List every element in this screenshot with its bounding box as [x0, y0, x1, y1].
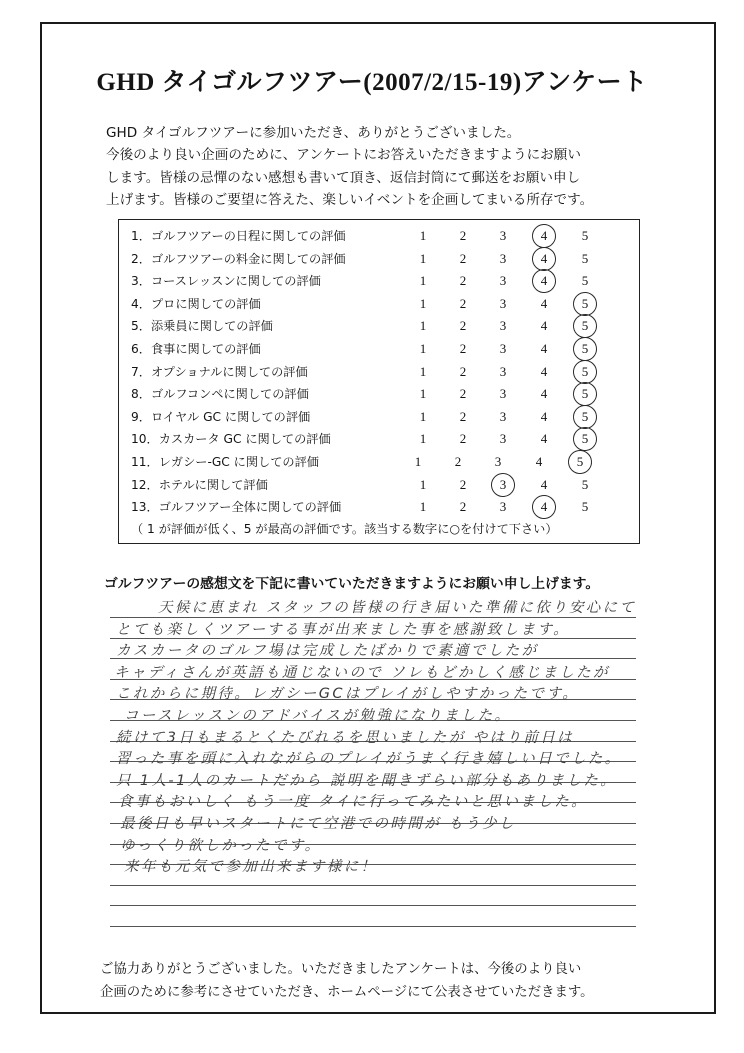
- rating-row: [119, 496, 639, 519]
- rating-option[interactable]: 4: [540, 295, 548, 311]
- rating-row: [119, 428, 639, 451]
- rating-option[interactable]: 2: [459, 386, 467, 402]
- question-label: 9．ロイヤル GC に関しての評価: [131, 409, 311, 424]
- circled-rating-option[interactable]: 5: [572, 406, 598, 429]
- rating-option[interactable]: 1: [414, 454, 422, 469]
- circled-rating-option[interactable]: 4: [531, 496, 557, 519]
- circled-rating-option[interactable]: 5: [572, 361, 598, 384]
- circled-rating-option[interactable]: 5: [572, 338, 598, 361]
- question-label: 5．添乗員に関しての評価: [131, 319, 273, 334]
- circled-rating-option[interactable]: 5: [572, 315, 598, 338]
- rating-row: [119, 315, 639, 338]
- handwritten-comment-line: 続けて3日もまるとくたびれるを思いましたが やはり前日は: [116, 729, 575, 746]
- question-label: 10．カスカータ GC に関しての評価: [131, 432, 331, 447]
- question-label: 7．オプショナルに関しての評価: [131, 364, 308, 379]
- rating-option[interactable]: 2: [459, 363, 467, 379]
- handwritten-comment-line: カスカータのゴルフ場は完成したばかりで素適でしたが: [116, 643, 539, 660]
- handwritten-comment-line: 食事もおいしく もう一度 タイに行ってみたいと思いました。: [118, 794, 589, 811]
- rating-option[interactable]: 1: [419, 431, 427, 447]
- circled-rating-option[interactable]: 5: [572, 428, 598, 451]
- circled-rating-option[interactable]: 3: [490, 474, 516, 497]
- handwritten-comment-line: 天候に恵まれ スタッフの皆様の行き届いた準備に依り安心にて: [158, 600, 637, 616]
- rating-option[interactable]: 3: [499, 250, 507, 266]
- circled-rating-option[interactable]: 4: [531, 225, 557, 248]
- rating-option[interactable]: 3: [499, 273, 507, 289]
- circled-rating-option[interactable]: 4: [531, 248, 557, 271]
- rating-option[interactable]: 2: [459, 250, 467, 266]
- handwritten-comment-line: 習った事を頭に入れながらのプレイがうまく行き嬉しい日でした。: [116, 751, 622, 768]
- rating-option[interactable]: 2: [459, 431, 467, 447]
- rating-option[interactable]: 2: [459, 499, 467, 515]
- rating-table: [118, 219, 640, 544]
- rating-option[interactable]: 5: [581, 228, 589, 243]
- rating-row: [119, 225, 639, 248]
- rating-option[interactable]: 4: [540, 318, 548, 334]
- rating-option[interactable]: 4: [540, 431, 548, 447]
- rating-option[interactable]: 2: [459, 295, 467, 311]
- question-label: 13．ゴルフツアー全体に関しての評価: [131, 500, 342, 515]
- rating-option[interactable]: 3: [499, 386, 507, 402]
- handwritten-comment-line: ゆっくり欲しかったです。: [120, 837, 322, 854]
- comment-heading: ゴルフツアーの感想文を下記に書いていただきますようにお願い申し上げます。: [104, 576, 600, 592]
- ruled-line: [110, 905, 636, 906]
- rating-option[interactable]: 1: [419, 476, 427, 492]
- rating-option[interactable]: 4: [540, 476, 548, 492]
- rating-option[interactable]: 5: [581, 499, 589, 515]
- question-label: 2．ゴルフツアーの料金に関しての評価: [131, 251, 346, 266]
- handwritten-comment-line: 最後日も早いスタートにて空港での時間が もう少し: [120, 816, 516, 832]
- rating-row: [119, 406, 639, 429]
- rating-option[interactable]: 2: [459, 341, 467, 356]
- rating-option[interactable]: 5: [581, 250, 589, 266]
- rating-option[interactable]: 4: [540, 386, 548, 402]
- question-label: 11．レガシー-GC に関しての評価: [131, 455, 319, 469]
- rating-row: [119, 383, 639, 406]
- rating-row: [119, 361, 639, 384]
- handwritten-comment-line: コースレッスンのアドバイスが勉強になりました。: [124, 708, 512, 724]
- rating-option[interactable]: 3: [499, 295, 507, 311]
- rating-option[interactable]: 1: [419, 250, 427, 266]
- rating-note: （ 1 が評価が低く、5 が最高の評価です。該当する数字に○を付けて下さい）: [131, 522, 558, 536]
- rating-option[interactable]: 1: [419, 341, 427, 356]
- rating-row: [119, 248, 639, 271]
- rating-option[interactable]: 2: [459, 318, 467, 334]
- rating-option[interactable]: 3: [499, 431, 507, 447]
- rating-option[interactable]: 3: [499, 318, 507, 334]
- rating-option[interactable]: 2: [459, 228, 467, 243]
- handwritten-comment-line: 只 1人-1人のカートだから 説明を聞きずらい部分もありました。: [116, 772, 618, 789]
- rating-row: [119, 474, 639, 497]
- rating-option[interactable]: 2: [459, 273, 467, 289]
- rating-option[interactable]: 3: [494, 454, 502, 469]
- rating-option[interactable]: 2: [459, 476, 467, 492]
- rating-option[interactable]: 4: [540, 341, 548, 356]
- rating-option[interactable]: 1: [419, 499, 427, 515]
- rating-option[interactable]: 2: [459, 408, 467, 424]
- handwritten-comment-line: とても楽しくツアーする事が出来ました事を感謝致します。: [116, 621, 570, 638]
- rating-option[interactable]: 4: [540, 363, 548, 379]
- question-label: 4．プロに関しての評価: [131, 296, 261, 311]
- question-label: 12．ホテルに関して評価: [131, 477, 268, 492]
- ruled-line: [110, 885, 636, 886]
- question-label: 6．食事に関しての評価: [131, 342, 261, 356]
- rating-row: [119, 338, 639, 361]
- circled-rating-option[interactable]: 5: [567, 451, 593, 474]
- circled-rating-option[interactable]: 4: [531, 270, 557, 293]
- rating-option[interactable]: 1: [419, 228, 427, 243]
- question-label: 1．ゴルフツアーの日程に関しての評価: [131, 229, 346, 243]
- handwritten-comment-line: キャディさんが英語も通じないので ソレもどかしく感じましたが: [114, 664, 610, 681]
- question-label: 8．ゴルフコンペに関しての評価: [131, 387, 309, 402]
- intro-text: GHD タイゴルフツアーに参加いただき、ありがとうございました。 今後のより良い企画のために、アンケートにお答えいただきますようにお願い します。皆様の忌憚のない感想も書いて頂き、返信封筒にて郵送をお願い申し 上げます。皆様のご要望に答えた、楽しいイベントを企画してまいる所存です。: [106, 125, 594, 209]
- footer-text: ご協力ありがとうございました。いただきましたアンケートは、今後のより良い 企画のために参考にさせていただき、ホームページにて公表させていただきます。: [100, 962, 594, 1000]
- rating-option[interactable]: 3: [499, 363, 507, 379]
- rating-option[interactable]: 2: [454, 454, 462, 469]
- rating-option[interactable]: 4: [535, 454, 543, 469]
- rating-option[interactable]: 5: [581, 476, 589, 492]
- rating-option[interactable]: 3: [499, 341, 507, 356]
- rating-option[interactable]: 1: [419, 273, 427, 289]
- rating-row: [119, 293, 639, 316]
- circled-rating-option[interactable]: 5: [572, 293, 598, 316]
- rating-option[interactable]: 1: [419, 408, 427, 424]
- rating-option[interactable]: 4: [540, 408, 548, 424]
- handwritten-comment-line: 来年も元気で参加出来ます様に！: [124, 859, 378, 876]
- rating-option[interactable]: 5: [581, 273, 589, 289]
- circled-rating-option[interactable]: 5: [572, 383, 598, 406]
- rating-option[interactable]: 1: [419, 295, 427, 311]
- rating-option[interactable]: 3: [499, 408, 507, 424]
- rating-row: [119, 270, 639, 293]
- rating-row: [119, 451, 639, 474]
- handwritten-comment-line: これからに期待。レガシーGCはプレイがしやすかったです。: [116, 686, 580, 703]
- rating-option[interactable]: 1: [419, 363, 427, 379]
- question-label: 3．コースレッスンに関しての評価: [131, 274, 321, 289]
- rating-option[interactable]: 1: [419, 386, 427, 402]
- ruled-line: [110, 926, 636, 927]
- rating-option[interactable]: 3: [499, 228, 507, 243]
- page-title: GHD タイゴルフツアー(2007/2/15-19)アンケート: [96, 69, 648, 96]
- rating-option[interactable]: 3: [499, 499, 507, 515]
- rating-option[interactable]: 1: [419, 318, 427, 334]
